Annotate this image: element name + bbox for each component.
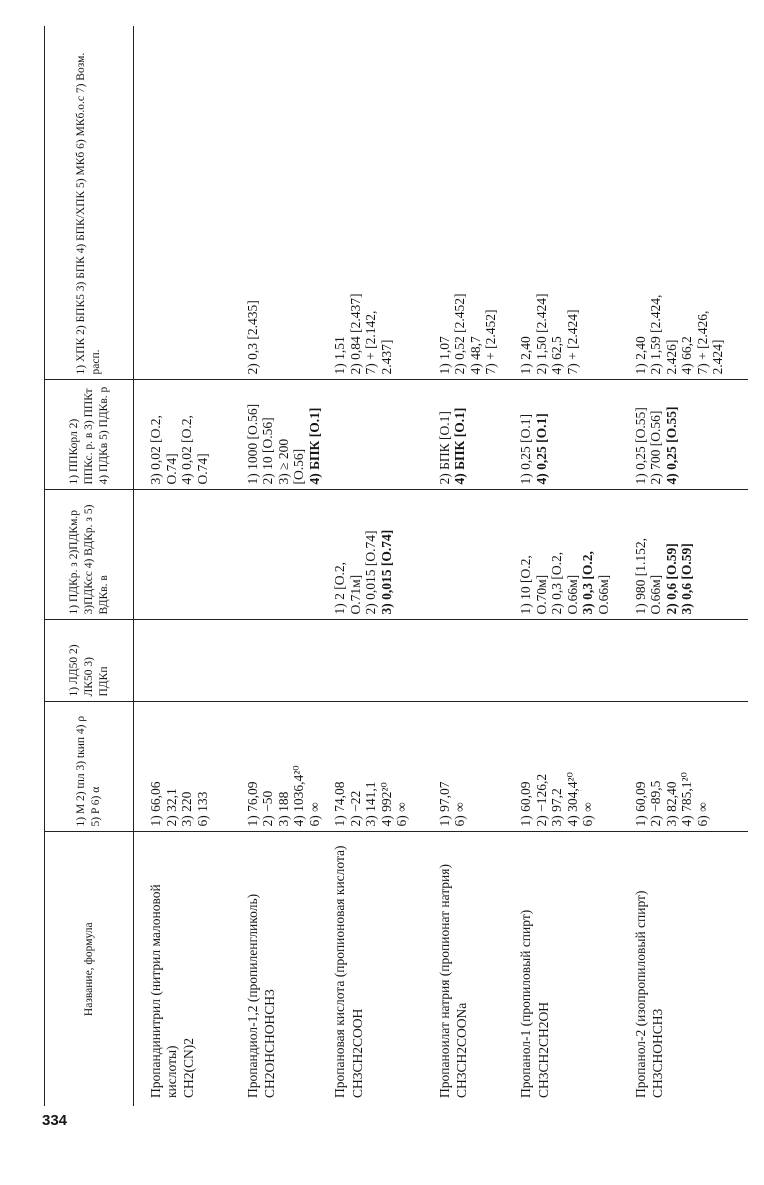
physical-entry: 6) ∞	[452, 802, 468, 827]
toxicity-cell	[514, 620, 629, 702]
data-table	[44, 26, 748, 1106]
biochem-entry: 2) 0,84 [2.437]	[347, 293, 363, 375]
biochem-entry: 1) 1,07	[436, 336, 452, 375]
physical-entry: 3) 82,40	[663, 781, 679, 827]
biochem-entry: 7) + [2.142,	[363, 310, 379, 375]
table-row	[514, 26, 629, 1106]
biochem-cell	[433, 26, 514, 380]
water-entry: 2) БПК [О.1]	[436, 411, 452, 485]
water-cell	[241, 380, 329, 490]
water-entry: 2) 700 [О.56]	[648, 410, 664, 485]
water-entry: 2) 10 [О.56]	[260, 417, 276, 485]
biochem-entry: 2) 1,50 [2.424]	[533, 293, 549, 375]
substance-formula: CH2(CN)2	[181, 1038, 196, 1098]
air-entry: 1) 2 [О.2,	[332, 562, 348, 615]
air-entry: 3) 0,6 [О.59]	[679, 543, 695, 615]
water-entry: 4) 0,25 [О.55]	[663, 406, 679, 485]
physical-entry: 2) 32,1	[163, 788, 179, 827]
water-cell	[514, 380, 629, 490]
physical-entry: 4) 785,1²⁰	[679, 772, 695, 827]
water-entry: [О.56]	[291, 448, 307, 485]
water-cell	[134, 380, 241, 490]
air-entry: 3) 0,3 [О.2,	[580, 551, 596, 615]
water-entry: 1) 1000 [О.56]	[244, 403, 260, 485]
physical-entry: 1) 76,09	[244, 781, 260, 827]
substance-name-cell	[241, 832, 329, 1106]
substance-name-cell	[433, 832, 514, 1106]
water-entry: 1) 0,25 [О.1]	[518, 414, 534, 485]
air-entry: 1) 980 [1.152,	[632, 538, 648, 615]
page-number: 334	[42, 1112, 68, 1129]
rotated-table-container	[44, 26, 748, 1106]
substance-name: Пропанол-2 (изопропиловый спирт)	[632, 890, 648, 1098]
biochem-entry: 2) 1,59 [2.424,	[648, 294, 664, 375]
physical-entry: 2) −126,2	[533, 773, 549, 827]
water-entry: 4) БПК [О.1]	[306, 407, 322, 485]
biochem-entry: 2.426]	[663, 339, 679, 375]
water-cell	[328, 380, 432, 490]
air-entry: 2) 0,015 [О.74]	[363, 530, 379, 615]
physical-entry: 1) 60,09	[518, 781, 534, 827]
biochem-cell	[241, 26, 329, 380]
substance-formula: CH3CH2CH2OH	[535, 1001, 551, 1098]
header-water: 1) ППКорл 2) ППКс. р. в 3) ППКт 4) ПДКв 5) ПДКв. р	[45, 380, 134, 490]
water-entry: 1) 0,25 [О.55]	[632, 407, 648, 485]
biochem-entry: 2.424]	[710, 339, 726, 375]
physical-entry: 3) 220	[179, 791, 194, 827]
physical-entry: 1) 60,09	[632, 781, 648, 827]
water-entry: 4) 0,25 [О.1]	[533, 413, 549, 485]
header-toxicity: 1) ЛД50 2) ЛК50 3) ПДКп	[45, 620, 134, 702]
water-entry: 3) 0,02 [О.2,	[148, 415, 163, 485]
header-physical: 1) M 2) tпл 3) tкип 4) ρ 5) P 6) α	[45, 702, 134, 832]
air-entry: О.66м]	[595, 574, 611, 615]
physical-entry: 2) −22	[347, 790, 363, 827]
biochem-cell	[514, 26, 629, 380]
biochem-cell	[134, 26, 241, 380]
air-cell	[134, 490, 241, 620]
physical-entry: 6) ∞	[694, 802, 710, 827]
toxicity-cell	[629, 620, 748, 702]
physical-entry: 6) ∞	[394, 802, 410, 827]
air-entry: О.70м]	[533, 574, 549, 615]
air-cell	[514, 490, 629, 620]
air-entry: 1) 10 [О.2,	[518, 555, 534, 615]
biochem-entry: 2) 0,52 [2.452]	[452, 293, 468, 375]
substance-formula: CH3CH2COONa	[454, 1002, 470, 1098]
table-row	[328, 26, 432, 1106]
air-entry: 2) 0,6 [О.59]	[663, 543, 679, 615]
physical-cell	[629, 702, 748, 832]
physical-entry: 6) ∞	[306, 802, 322, 827]
water-entry: О.74]	[163, 453, 179, 485]
physical-cell	[433, 702, 514, 832]
physical-entry: 4) 304,4²⁰	[564, 772, 580, 827]
biochem-entry: 4) 66,2	[679, 336, 695, 375]
biochem-cell	[629, 26, 748, 380]
air-entry: 3) 0,015 [О.74]	[378, 529, 394, 615]
table-row	[629, 26, 748, 1106]
substance-name: Пропаноилат натрия (пропионат натрия)	[436, 864, 452, 1098]
substance-name: Пропанол-1 (пропиловый спирт)	[518, 909, 534, 1098]
physical-entry: 1) 66,06	[148, 781, 163, 827]
air-entry: 2) 0,3 [О.2,	[549, 551, 565, 615]
air-cell	[328, 490, 432, 620]
physical-cell	[241, 702, 329, 832]
substance-name: Пропандинитрил (нитрил малоновой кислоты)	[148, 884, 179, 1098]
physical-cell	[514, 702, 629, 832]
header-air: 1) ПДКр. з 2)ПДКм.р 3)ПДКсс 4) ВДКр. з 5) ВДКв. в	[45, 490, 134, 620]
physical-entry: 6) ∞	[580, 802, 596, 827]
biochem-entry: 1) 1,51	[332, 336, 348, 375]
water-entry: 3) ≥ 200	[275, 438, 291, 485]
header-name: Название, формула	[45, 832, 134, 1106]
physical-entry: 2) −89,5	[648, 780, 664, 827]
physical-entry: 1) 97,07	[436, 781, 452, 827]
biochem-entry: 4) 48,7	[467, 336, 483, 375]
biochem-entry: 7) + [2.452]	[483, 309, 499, 375]
substance-name: Пропандиол-1,2 (пропиленгликоль)	[244, 893, 260, 1098]
substance-name-cell	[514, 832, 629, 1106]
water-cell	[433, 380, 514, 490]
substance-formula: CH3CHOHCH3	[650, 1008, 666, 1098]
substance-formula: CH2OHCHOHCH3	[262, 989, 278, 1098]
air-entry: О.66м]	[648, 574, 664, 615]
table-row	[241, 26, 329, 1106]
air-entry: О.66м]	[564, 574, 580, 615]
table-row	[433, 26, 514, 1106]
water-entry: 4) 0,02 [О.2,	[179, 415, 194, 485]
substance-name-cell	[629, 832, 748, 1106]
water-cell	[629, 380, 748, 490]
water-entry: 4) БПК [О.1]	[452, 407, 468, 485]
biochem-entry: 2) 0,3 [2.435]	[244, 300, 260, 375]
biochem-entry: 7) + [2.424]	[564, 309, 580, 375]
biochem-entry: 2.437]	[378, 339, 394, 375]
biochem-entry: 7) + [2.426,	[694, 310, 710, 375]
air-cell	[241, 490, 329, 620]
substance-formula: CH3CH2COOH	[349, 1008, 365, 1098]
physical-entry: 2) −50	[260, 790, 276, 827]
biochem-entry: 1) 2,40	[518, 336, 534, 375]
air-cell	[629, 490, 748, 620]
air-entry: О.71м]	[347, 574, 363, 615]
substance-name-cell	[134, 832, 241, 1106]
air-cell	[433, 490, 514, 620]
toxicity-cell	[241, 620, 329, 702]
physical-entry: 3) 141,1	[363, 781, 379, 827]
physical-entry: 4) 992²⁰	[378, 782, 394, 827]
physical-cell	[134, 702, 241, 832]
biochem-entry: 4) 62,5	[549, 336, 565, 375]
physical-cell	[328, 702, 432, 832]
header-row	[45, 26, 134, 1106]
biochem-entry: 1) 2,40	[632, 336, 648, 375]
toxicity-cell	[433, 620, 514, 702]
toxicity-cell	[328, 620, 432, 702]
biochem-cell	[328, 26, 432, 380]
substance-name: Пропановая кислота (пропионовая кислота)	[332, 845, 348, 1098]
header-biochem: 1) ХПК 2) БПК5 3) БПК 4) БПК/ХПК 5) МКб 6) МКб.о.с 7) Возм. расп.	[45, 26, 134, 380]
physical-entry: 3) 188	[275, 791, 291, 827]
water-entry: О.74]	[194, 453, 210, 485]
physical-entry: 1) 74,08	[332, 781, 348, 827]
substance-name-cell	[328, 832, 432, 1106]
physical-entry: 4) 1036,4²⁰	[291, 765, 307, 827]
physical-entry: 3) 97,2	[549, 788, 565, 827]
toxicity-cell	[134, 620, 241, 702]
table-row	[134, 26, 241, 1106]
physical-entry: 6) 133	[194, 791, 210, 827]
